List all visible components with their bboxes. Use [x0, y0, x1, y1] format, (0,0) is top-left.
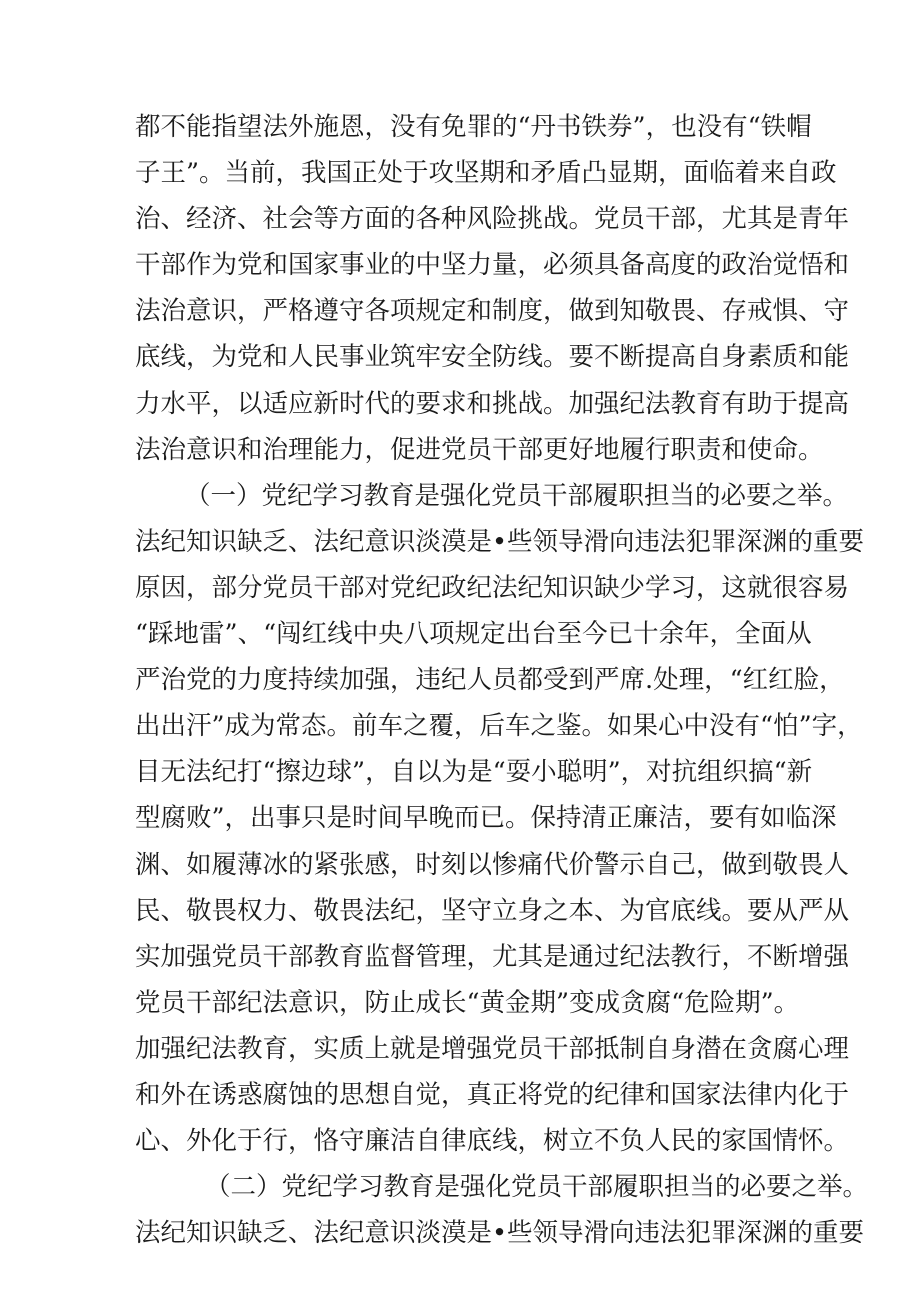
body-line: 实加强党员干部教育监督管理，尤其是通过纪法教行，不断增强 [135, 941, 850, 972]
body-line: 严治党的力度持续加强，违纪人员都受到严席.处理，“红红脸， [135, 665, 845, 696]
body-line: 法治意识和治理能力，促进党员干部更好地履行职责和使命。 [135, 434, 824, 465]
body-line: 目无法纪打“擦边球”，自以为是“耍小聪明”，对抗组织搞“新 [135, 757, 813, 788]
body-line: 法治意识，严格遵守各项规定和制度，做到知敬畏、存戒惧、守 [135, 296, 850, 327]
body-line: 子王”。当前，我国正处于攻坚期和矛盾凸显期，面临着来自政 [135, 158, 837, 189]
body-line: 法纪知识缺乏、法纪意识淡漠是•些领导滑向违法犯罪深渊的重要 [135, 1218, 865, 1249]
body-line: 力水平，以适应新时代的要求和挑战。加强纪法教育有助于提高 [135, 388, 850, 419]
body-line: 渊、如履薄冰的紧张感，时刻以惨痛代价警示自己，做到敬畏人 [135, 849, 850, 880]
body-line: 民、敬畏权力、敬畏法纪，坚守立身之本、为官底线。要从严从 [135, 895, 850, 926]
body-line: 和外在诱惑腐蚀的思想自觉，真正将党的纪律和国家法律内化于 [135, 1079, 850, 1110]
body-line: 出出汗”成为常态。前车之覆，后车之鉴。如果心中没有“怕”字， [135, 711, 863, 742]
body-line: 干部作为党和国家事业的中坚力量，必须具备高度的政治觉悟和 [135, 250, 850, 281]
body-line: 都不能指望法外施恩，没有免罪的“丹书铁券”，也没有“铁帽 [135, 112, 812, 142]
body-line: 型腐败”，出事只是时间早晚而已。保持清正廉洁，要有如临深 [135, 803, 837, 834]
body-line: 治、经济、社会等方面的各种风险挑战。党员干部，尤其是青年 [135, 204, 850, 235]
body-line: 原因，部分党员干部对党纪政纪法纪知识缺少学习，这就很容易 [135, 572, 850, 603]
body-line: 心、外化于行，恪守廉洁自律底线，树立不负人民的家国情怀。 [135, 1126, 850, 1157]
section-heading: （二）党纪学习教育是强化党员干部履职担当的必要之举。 [205, 1172, 869, 1203]
section-heading: （一）党纪学习教育是强化党员干部履职担当的必要之举。 [185, 480, 849, 511]
body-line: “踩地雷”、“闯红线中央八项规定出台至今已十余年，全面从 [135, 619, 812, 650]
body-line: 底线，为党和人民事业筑牢安全防线。要不断提高自身素质和能 [135, 342, 850, 373]
body-line: 党员干部纪法意识，防止成长“黄金期”变成贪腐“危险期”。 [135, 987, 800, 1018]
body-line: 法纪知识缺乏、法纪意识淡漠是•些领导滑向违法犯罪深渊的重要 [135, 526, 865, 557]
body-line: 加强纪法教育，实质上就是增强党员干部抵制自身潜在贪腐心理 [135, 1033, 850, 1064]
document-body [135, 104, 869, 1256]
